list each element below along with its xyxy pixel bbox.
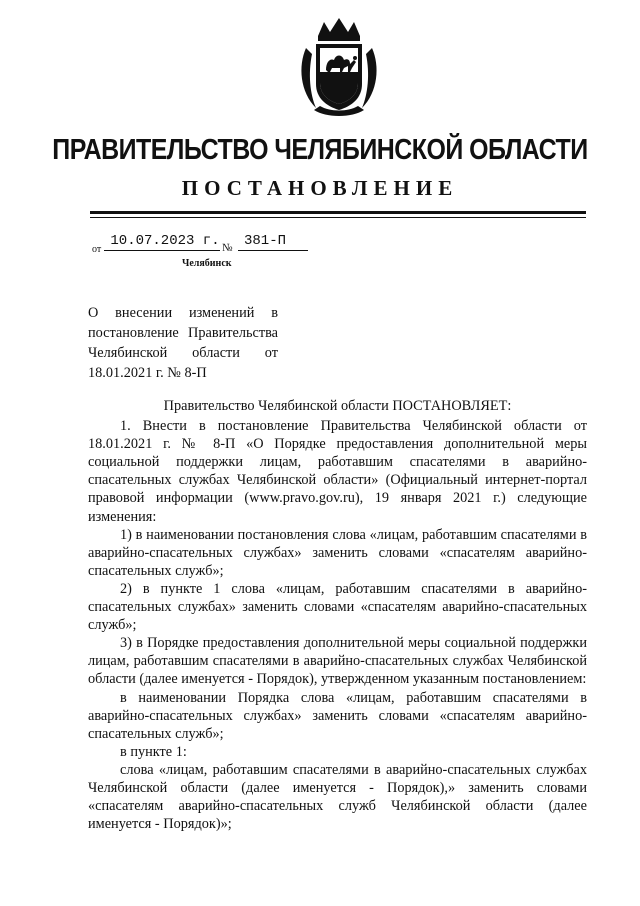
header-rule-thin	[90, 217, 586, 218]
coat-of-arms-icon	[296, 14, 382, 120]
header-rule-thick	[90, 211, 586, 214]
body-preamble: Правительство Челябинской области ПОСТАНОВЛЯЕТ:	[163, 398, 512, 414]
body-paragraph: слова «лицам, работавшим спасателями в аварийно-спасательных службах Челябинской области (далее именуется - Порядок),» заменить словами «спасателям аварийно-спасательных служб Челябинской области (далее именуется - Порядок)»;	[88, 761, 587, 833]
document-date: 10.07.2023 г.	[110, 233, 220, 249]
body-paragraph: 2) в пункте 1 слова «лицам, работавшим спасателями в аварийно-спасательных службах» заменить словами «спасателям аварийно-спасательных служб»;	[88, 580, 587, 634]
document-number: 381-П	[244, 233, 287, 249]
body-paragraph: 1) в наименовании постановления слова «лицам, работавшим спасателями в аварийно-спасательных службах» заменить словами «спасателям аварийно-спасательных служб»;	[88, 526, 587, 579]
date-underline	[104, 250, 220, 251]
org-title: ПРАВИТЕЛЬСТВО ЧЕЛЯБИНСКОЙ ОБЛАСТИ	[52, 134, 588, 166]
number-sign: №	[222, 242, 233, 254]
document-type: ПОСТАНОВЛЕНИЕ	[181, 176, 459, 200]
body-paragraph: 3) в Порядке предоставления дополнительной меры социальной поддержки лицам, работавшим спасателями в аварийно-спасательных службах Челябинской области (далее именуется - Порядок), утвержденном указанным постановлением:	[88, 635, 587, 688]
body-paragraph: в наименовании Порядка слова «лицам, работавшим спасателями в аварийно-спасательных службах» заменить словами «спасателям аварийно-спасательных служб»;	[88, 689, 587, 742]
body-paragraph: 1. Внести в постановление Правительства Челябинской области от 18.01.2021 г. № 8-П «О Порядке предоставления дополнительной меры социальной поддержки лицам, работавшим спасателями в аварийно-спасательных службах Челябинской области» (Официальный интернет-портал правовой информации (www.pravo.gov.ru), 19 января 2021 г.) следующие изменения:	[88, 418, 587, 525]
document-subject: О внесении изменений в постановление Правительства Челябинской области от 18.01.2021 г. № 8-П	[88, 305, 278, 381]
body-paragraph: в пункте 1:	[120, 743, 187, 760]
number-underline	[238, 250, 308, 251]
document-city: Челябинск	[182, 258, 232, 269]
document-body	[88, 397, 587, 833]
date-prefix: от	[92, 244, 102, 255]
